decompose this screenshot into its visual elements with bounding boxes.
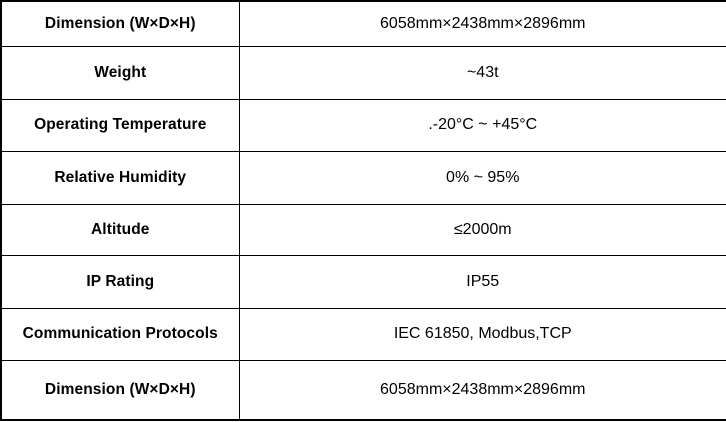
spec-value-relative-humidity: 0% ~ 95% [239,151,726,204]
spec-label-ip-rating: IP Rating [1,255,239,308]
spec-value-dimension-2: 6058mm×2438mm×2896mm [239,360,726,420]
spec-label-communication-protocols: Communication Protocols [1,308,239,360]
table-row [1,99,726,151]
spec-label-operating-temperature: Operating Temperature [1,99,239,151]
spec-label-relative-humidity: Relative Humidity [1,151,239,204]
table-row [1,151,726,204]
spec-value-ip-rating: IP55 [239,255,726,308]
table-row [1,255,726,308]
spec-label-dimension-2: Dimension (W×D×H) [1,360,239,420]
spec-value-dimension: 6058mm×2438mm×2896mm [239,1,726,46]
spec-label-dimension: Dimension (W×D×H) [1,1,239,46]
table-row [1,360,726,420]
spec-value-communication-protocols: IEC 61850, Modbus,TCP [239,308,726,360]
spec-value-weight: ~43t [239,46,726,99]
table-row [1,46,726,99]
spec-label-weight: Weight [1,46,239,99]
spec-value-altitude: ≤2000m [239,204,726,255]
table-row [1,1,726,46]
table-row [1,204,726,255]
spec-label-altitude: Altitude [1,204,239,255]
table-row [1,308,726,360]
spec-value-operating-temperature: .-20°C ~ +45°C [239,99,726,151]
